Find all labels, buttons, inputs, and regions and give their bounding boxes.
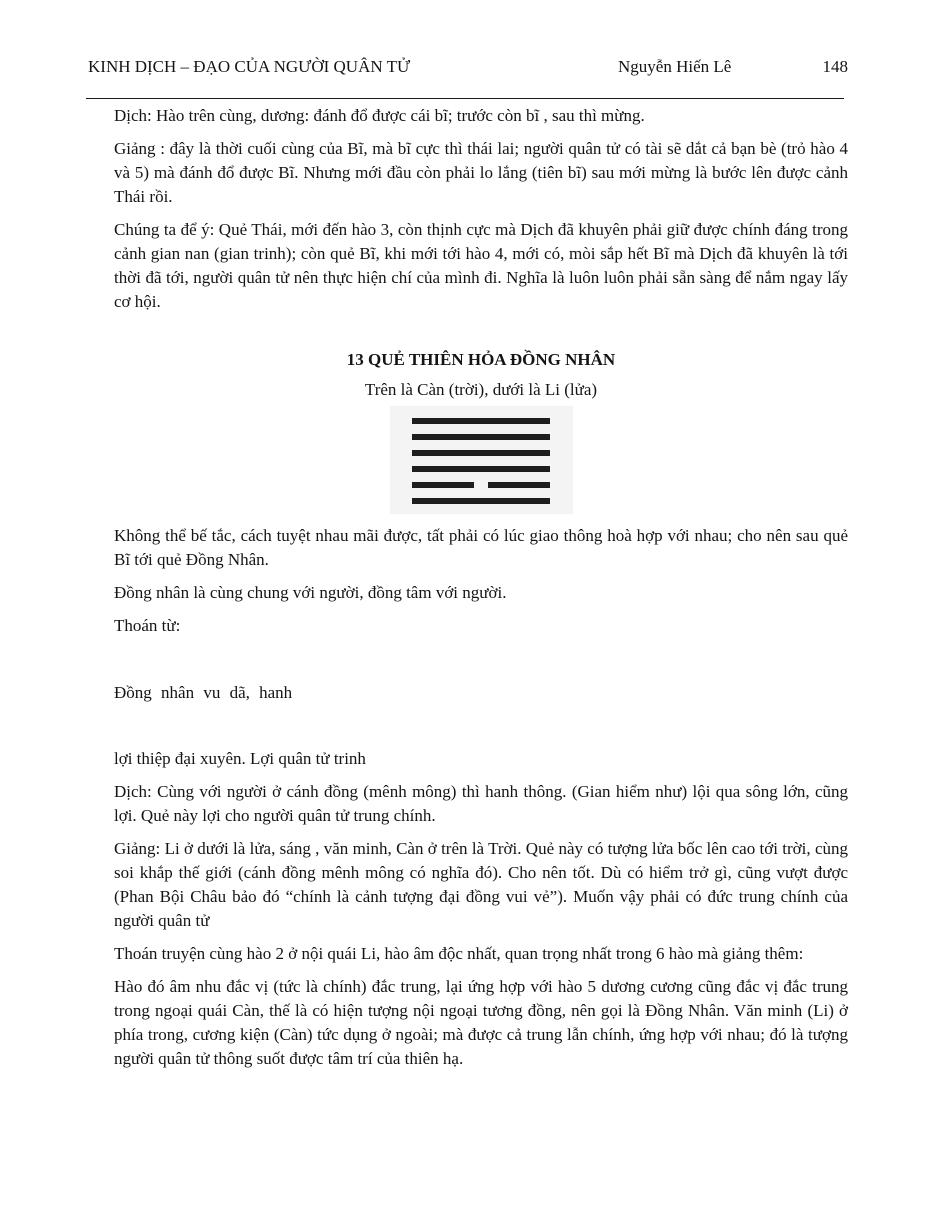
hexagram-yang-line [412, 466, 550, 472]
verse-line-1: Đồng nhân vu dã, hanh [114, 683, 293, 702]
section-heading: 13 QUẺ THIÊN HỎA ĐỒNG NHÂN [346, 350, 616, 369]
page-number: 148 [822, 57, 848, 76]
paragraph-giang-li-can: Giảng: Li ở dưới là lửa, sáng , văn minh, Càn ở trên là Trời. Quẻ này có tượng lửa bốc lên cao tới trời, cùng soi khắp thế giới (cánh đồng mênh mông có nghĩa đó). Cho nên tốt. Dù có hiểm trở gì, cũng vượt được (Phan Bội Châu bảo đó “chính là cảnh tượng đại đồng vui vẻ”). Muốn vậy phải có đức trung chính của người quân tử [114, 839, 848, 930]
paragraph-hao-am-nhu: Hào đó âm nhu đắc vị (tức là chính) đắc trung, lại ứng hợp với hào 5 dương cương cũng đắc vị đắc trung trong ngoại quái Càn, thế là có hiện tượng nội ngoại tương đồng, nên gọi là Đồng Nhân. Văn minh (Li) ở phía trong, cương kiện (Càn) tức dụng ở ngoài; mà được cả trung lẫn chính, ứng hợp với nhau; đó là tượng người quân tử thông suốt được tâm trí của thiên hạ. [114, 977, 848, 1068]
paragraph-chung-ta-de-y: Chúng ta để ý: Quẻ Thái, mới đến hào 3, còn thịnh cực mà Dịch đã khuyên phải giữ được chính đáng trong cảnh gian nan (gian trinh); còn quẻ Bĩ, khi mới tới hào 4, mới có, mòi sắp hết Bĩ mà Dịch đã khuyên là tới thời đã tới, người quân tử nên thực hiện chí của mình đi. Nghĩa là luôn luôn phải sẵn sàng để nắm ngay lấy cơ hội. [114, 220, 848, 311]
paragraph-giang-bi: Giảng : đây là thời cuối cùng của Bĩ, mà bĩ cực thì thái lai; người quân tử có tài sẽ dắt cả bạn bè (trỏ hào 4 và 5) mà đánh đổ được Bĩ. Nhưng mới đầu còn phải lo lắng (tiên bĩ) sau mới mừng là bước lên được cảnh Thái rồi. [114, 139, 848, 206]
hexagram-yin-line-segment [488, 482, 550, 488]
paragraph-dong-nhan-definition: Đồng nhân là cùng chung với người, đồng tâm với người. [114, 583, 507, 602]
thoan-tu-label: Thoán từ: [114, 616, 181, 635]
header-divider [86, 98, 844, 99]
hexagram-figure [114, 406, 848, 518]
hexagram-yang-line [412, 418, 550, 424]
verse-line-2: lợi thiệp đại xuyên. Lợi quân tử trinh [114, 749, 366, 768]
author-name: Nguyễn Hiến Lê [618, 57, 732, 76]
hexagram-icon [390, 406, 573, 514]
book-title: KINH DỊCH – ĐẠO CỦA NGƯỜI QUÂN TỬ [88, 57, 411, 76]
hexagram-yin-line-segment [412, 482, 474, 488]
page-body [114, 104, 848, 1080]
paragraph-khong-the-be-tac: Không thể bế tắc, cách tuyệt nhau mãi được, tất phải có lúc giao thông hoà hợp với nhau; cho nên sau quẻ Bĩ tới quẻ Đồng Nhân. [114, 526, 848, 569]
paragraph-dich-hao-tren: Dịch: Hào trên cùng, dương: đánh đổ được cái bĩ; trước còn bĩ , sau thì mừng. [114, 106, 645, 125]
hexagram-yang-line [412, 450, 550, 456]
paragraph-dich-translation: Dịch: Cùng với người ở cánh đồng (mênh mông) thì hanh thông. (Gian hiểm như) lội qua sông lớn, cũng lợi. Quẻ này lợi cho người quân tử trung chính. [114, 782, 848, 825]
page-header [88, 57, 848, 81]
section-subheading: Trên là Càn (trời), dưới là Li (lửa) [364, 380, 598, 399]
paragraph-thoan-truyen: Thoán truyện cùng hào 2 ở nội quái Li, hào âm độc nhất, quan trọng nhất trong 6 hào mà giảng thêm: [114, 944, 804, 963]
hexagram-yang-line [412, 434, 550, 440]
hexagram-yang-line [412, 498, 550, 504]
